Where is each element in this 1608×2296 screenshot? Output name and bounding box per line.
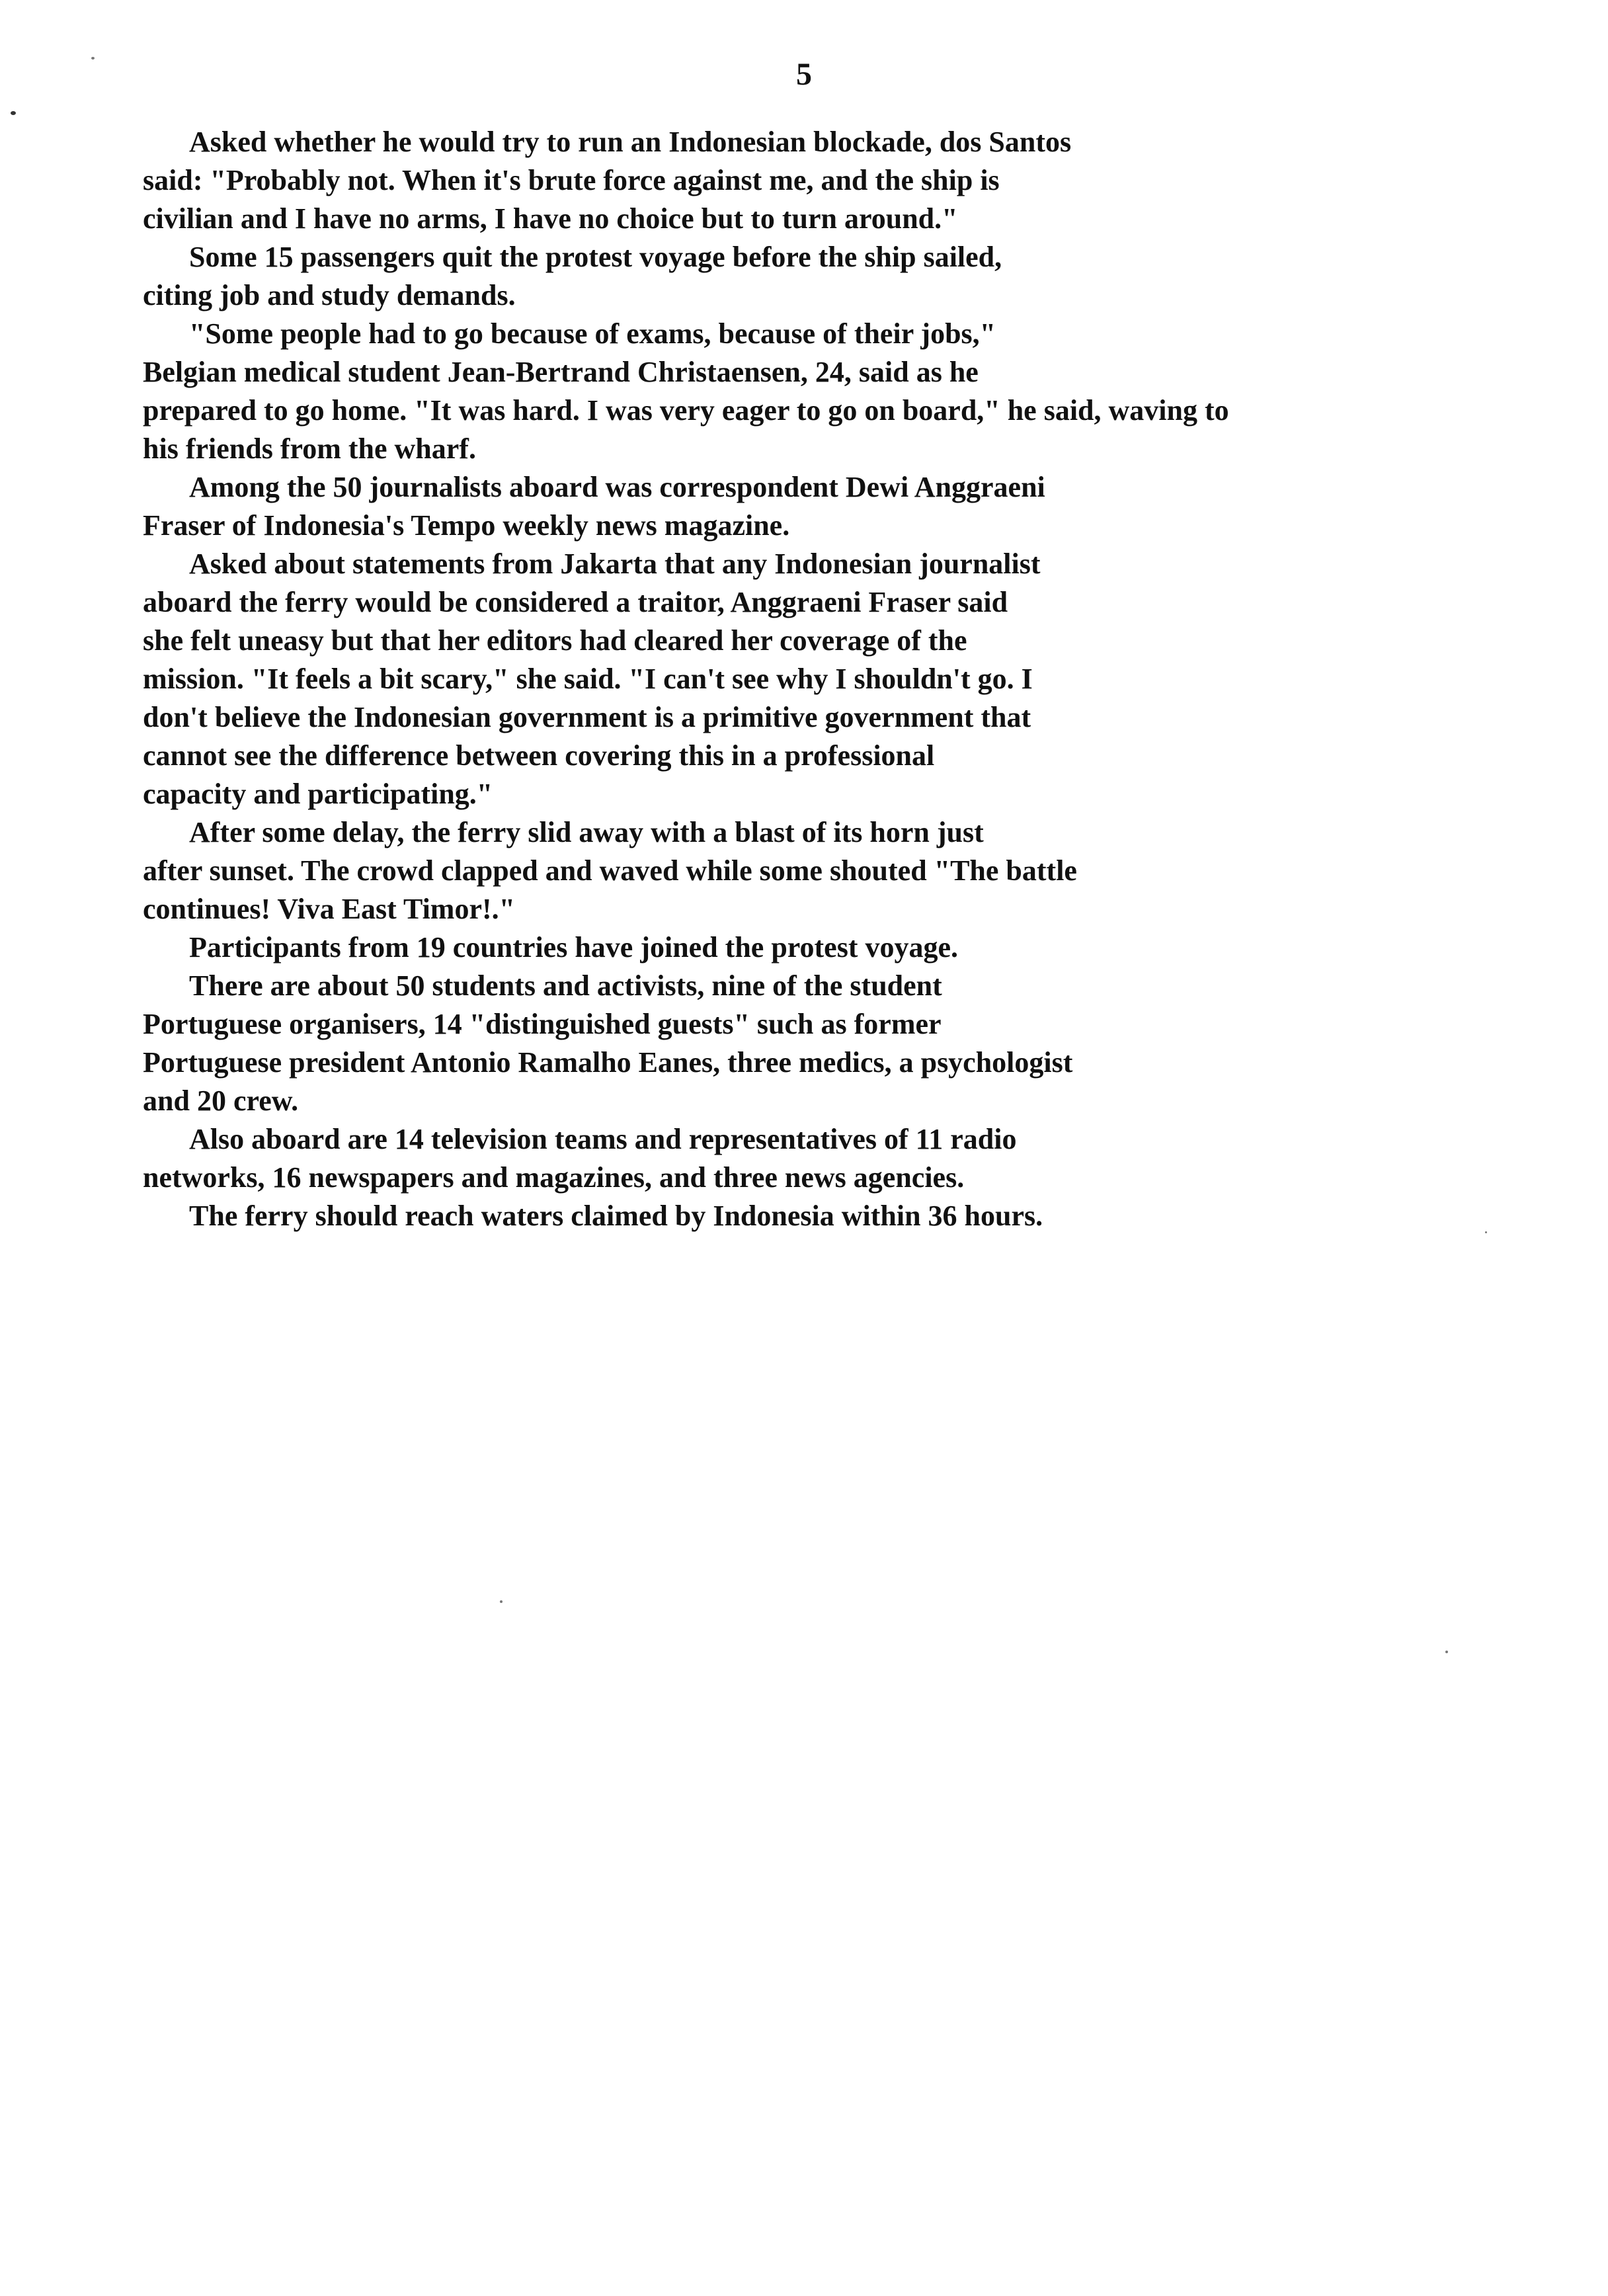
paragraph [143,967,1584,1120]
text-line: Participants from 19 countries have joined the protest voyage. [189,931,959,964]
scan-speck [11,111,16,115]
text-line: said: "Probably not. When it's brute force against me, and the ship is [143,164,1000,196]
text-line: continues! Viva East Timor!." [143,893,516,925]
text-line: civilian and I have no arms, I have no choice but to turn around." [143,202,958,235]
paragraph [143,315,1584,468]
text-line: Portuguese president Antonio Ramalho Eanes, three medics, a psychologist [143,1046,1073,1079]
text-line: There are about 50 students and activists, nine of the student [189,969,942,1002]
text-line: and 20 crew. [143,1085,299,1117]
paragraph [143,1197,1584,1235]
scan-speck [1485,1231,1487,1233]
paragraph [143,813,1584,928]
text-line: Some 15 passengers quit the protest voyage before the ship sailed, [189,241,1002,273]
page-number: 5 [796,57,812,92]
text-line: she felt uneasy but that her editors had cleared her coverage of the [143,624,967,657]
text-line: Asked whether he would try to run an Indonesian blockade, dos Santos [189,126,1072,158]
scan-speck [91,57,95,60]
text-line: networks, 16 newspapers and magazines, and three news agencies. [143,1161,965,1194]
text-line: cannot see the difference between covering this in a professional [143,739,935,772]
text-line: citing job and study demands. [143,279,516,311]
paragraph [143,1120,1584,1197]
text-line: Asked about statements from Jakarta that any Indonesian journalist [189,548,1041,580]
text-line: don't believe the Indonesian government is a primitive government that [143,701,1031,733]
text-line: his friends from the wharf. [143,432,476,465]
text-line: Among the 50 journalists aboard was correspondent Dewi Anggraeni [189,471,1045,503]
scan-speck [500,1600,502,1603]
text-line: aboard the ferry would be considered a traitor, Anggraeni Fraser said [143,586,1008,618]
paragraph [143,123,1584,238]
text-line: Fraser of Indonesia's Tempo weekly news magazine. [143,509,790,542]
text-line: After some delay, the ferry slid away with a blast of its horn just [189,816,984,848]
text-line: after sunset. The crowd clapped and waved while some shouted "The battle [143,854,1077,887]
paragraph [143,928,1584,967]
text-line: Also aboard are 14 television teams and representatives of 11 radio [189,1123,1017,1155]
text-line: "Some people had to go because of exams, because of their jobs," [189,317,996,350]
paragraph [143,545,1584,813]
text-line: prepared to go home. "It was hard. I was very eager to go on board," he said, waving to [143,394,1229,427]
text-line: The ferry should reach waters claimed by Indonesia within 36 hours. [189,1200,1043,1232]
text-line: capacity and participating." [143,778,493,810]
paragraph [143,468,1584,545]
text-line: Portuguese organisers, 14 "distinguished guests" such as former [143,1008,942,1040]
scan-speck [1445,1651,1448,1653]
text-line: mission. "It feels a bit scary," she said. "I can't see why I shouldn't go. I [143,663,1033,695]
paragraph [143,238,1584,315]
text-line: Belgian medical student Jean-Bertrand Christaensen, 24, said as he [143,356,979,388]
article-body [143,123,1584,1235]
